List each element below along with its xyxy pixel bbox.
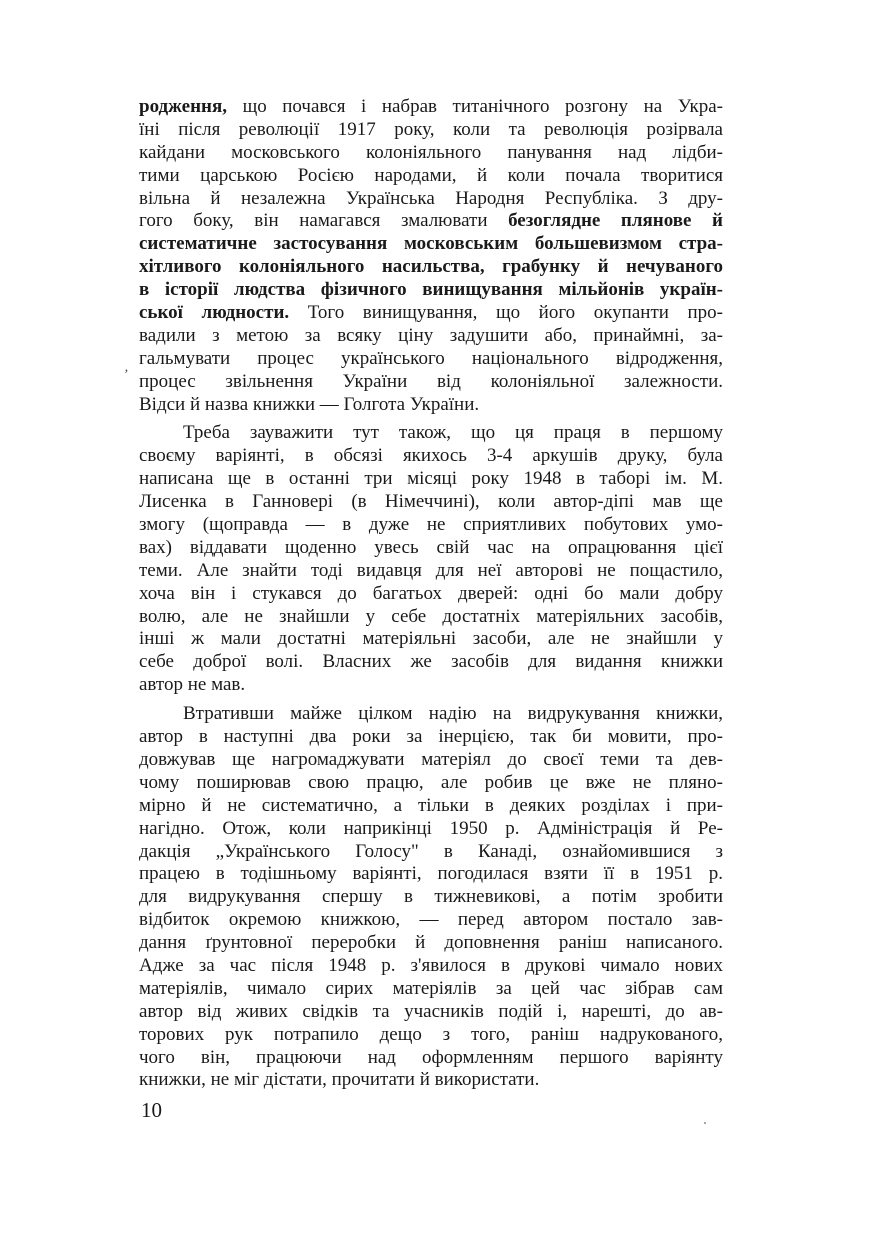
text-segment: матеріялів, чимало сирих матеріялів за цей час зібрав сам [139, 977, 723, 999]
text-segment: Втративши майже цілком надію на видрукування книжки, [183, 703, 723, 725]
text-line [139, 749, 723, 772]
text-line [139, 445, 723, 468]
text-segment: тими царською Росією народами, й коли почала творитися [139, 164, 723, 186]
paragraph [139, 703, 723, 1092]
text-segment: Того винищування, що його окупанти про- [289, 302, 723, 324]
text-line [139, 302, 723, 325]
text-segment: вах) віддавати щоденно увесь свій час на опрацювання цієї [139, 536, 723, 558]
text-line [139, 1024, 723, 1047]
text-segment: що почався і набрав титанічного розгону на Укра- [227, 96, 723, 117]
bold-text-segment: хітливого колоніяльного насильства, грабунку й нечуваного [139, 256, 723, 278]
text-segment: написана ще в останні три місяці року 1948 в таборі ім. М. [139, 468, 723, 490]
text-segment: волю, але не знайшли у себе достатніх матеріяльних засобів, [139, 605, 723, 627]
text-segment: Треба зауважити тут також, що ця праця в першому [183, 422, 723, 444]
text-segment: себе доброї волі. Власних же засобів для видання книжки [139, 651, 723, 673]
text-line [139, 422, 723, 445]
text-line [139, 468, 723, 491]
text-segment: чого він, працюючи над оформленням першого варіянту [139, 1046, 723, 1068]
text-line [139, 394, 723, 417]
text-segment: автор від живих свідків та учасників подій і, нарешті, до ав- [139, 1000, 723, 1022]
bold-text-segment: родження, [139, 96, 228, 117]
text-line [139, 1069, 723, 1092]
text-segment: вільна й незалежна Українська Народня Республіка. З дру- [139, 187, 723, 209]
text-line [139, 348, 723, 371]
text-segment: нагідно. Отож, коли наприкінці 1950 р. Адміністрація й Ре- [139, 817, 723, 839]
text-segment: Лисенка в Ганновері (в Німеччині), коли автор-діпі мав ще [139, 491, 723, 513]
text-segment: для видрукування спершу в тижневикові, а потім зробити [139, 886, 723, 908]
text-segment: працею в тодішньому варіянті, погодилася взяти її в 1951 р. [139, 863, 723, 885]
text-line [139, 491, 723, 514]
text-line [139, 978, 723, 1001]
text-line [139, 841, 723, 864]
text-line [139, 674, 723, 697]
text-line [139, 726, 723, 749]
text-segment: кайдани московського колоніяльного панування над лідби- [139, 141, 723, 163]
text-segment: дакція „Українського Голосу" в Канаді, ознайомившися з [139, 840, 723, 862]
text-line [139, 932, 723, 955]
text-segment: інші ж мали достатні матеріяльні засоби, але не знайшли у [139, 628, 723, 650]
text-line [139, 628, 723, 651]
text-line [139, 1001, 723, 1024]
text-line [139, 142, 723, 165]
bold-text-segment: ської людности. [139, 302, 290, 324]
bold-text-segment: систематичне застосування московським большевизмом стра- [139, 233, 723, 255]
bold-text-segment: в історії людства фізичного винищування мільйонів україн- [139, 279, 723, 301]
text-line [139, 886, 723, 909]
text-segment: Адже за час після 1948 р. з'явилося в друкові чимало нових [139, 954, 723, 976]
text-line [139, 119, 723, 142]
text-line [139, 165, 723, 188]
text-line [139, 863, 723, 886]
text-line [139, 371, 723, 394]
text-line [139, 955, 723, 978]
text-segment: довжував ще нагромаджувати матеріял до своєї теми та дев- [139, 748, 723, 770]
text-segment: Відси й назва книжки — Голгота України. [139, 393, 480, 415]
text-segment: відбиток окремою книжкою, — перед автором постало зав- [139, 909, 723, 931]
text-line [139, 560, 723, 583]
text-segment: гальмувати процес українського національного відродження, [139, 347, 723, 369]
stray-dot-mark [704, 1122, 706, 1124]
text-segment: гого боку, він намагався змалювати [139, 210, 509, 232]
text-segment: своєму варіянті, в обсязі якихось 3-4 аркушів друку, була [139, 445, 723, 467]
text-line [139, 188, 723, 211]
text-line [139, 514, 723, 537]
text-line [139, 772, 723, 795]
text-segment: процес звільнення України від колоніяльної залежности. [139, 370, 723, 392]
text-segment: торових рук потрапило дещо з того, раніш надрукованого, [139, 1023, 723, 1045]
text-segment: хоча він і стукався до багатьох дверей: одні бо мали добру [139, 582, 723, 604]
text-line [139, 651, 723, 674]
body-text [139, 96, 723, 1092]
text-segment: автор не мав. [139, 674, 246, 696]
text-line [139, 1047, 723, 1070]
bold-text-segment: безоглядне плянове й [508, 210, 723, 232]
margin-mark: ‚ [124, 360, 129, 375]
text-segment: чому поширював свою працю, але робив це вже не пляно- [139, 771, 723, 793]
text-line [139, 703, 723, 726]
text-line [139, 279, 723, 302]
text-line [139, 96, 723, 119]
text-line [139, 256, 723, 279]
text-segment: теми. Але знайти тоді видавця для неї авторові не пощастило, [139, 559, 723, 581]
text-line [139, 583, 723, 606]
text-segment: змогу (щоправда — в дуже не сприятливих побутових умо- [139, 514, 723, 536]
text-segment: книжки, не міг дістати, прочитати й використати. [139, 1069, 540, 1091]
paragraph [139, 96, 723, 416]
paragraph [139, 422, 723, 697]
page-number: 10 [141, 1098, 162, 1122]
text-segment: мірно й не систематично, а тільки в деяких розділах і при- [139, 794, 723, 816]
text-line [139, 210, 723, 233]
text-line [139, 795, 723, 818]
text-segment: автор в наступні два роки за інерцією, так би мовити, про- [139, 726, 723, 748]
text-line [139, 233, 723, 256]
text-line [139, 325, 723, 348]
text-line [139, 537, 723, 560]
text-line [139, 909, 723, 932]
text-segment: вадили з метою за всяку ціну задушити або, принаймні, за- [139, 324, 723, 346]
text-segment: їні після революції 1917 року, коли та революція розірвала [139, 118, 723, 140]
text-line [139, 606, 723, 629]
text-segment: дання ґрунтовної переробки й доповнення раніш написаного. [139, 932, 723, 954]
text-line [139, 818, 723, 841]
